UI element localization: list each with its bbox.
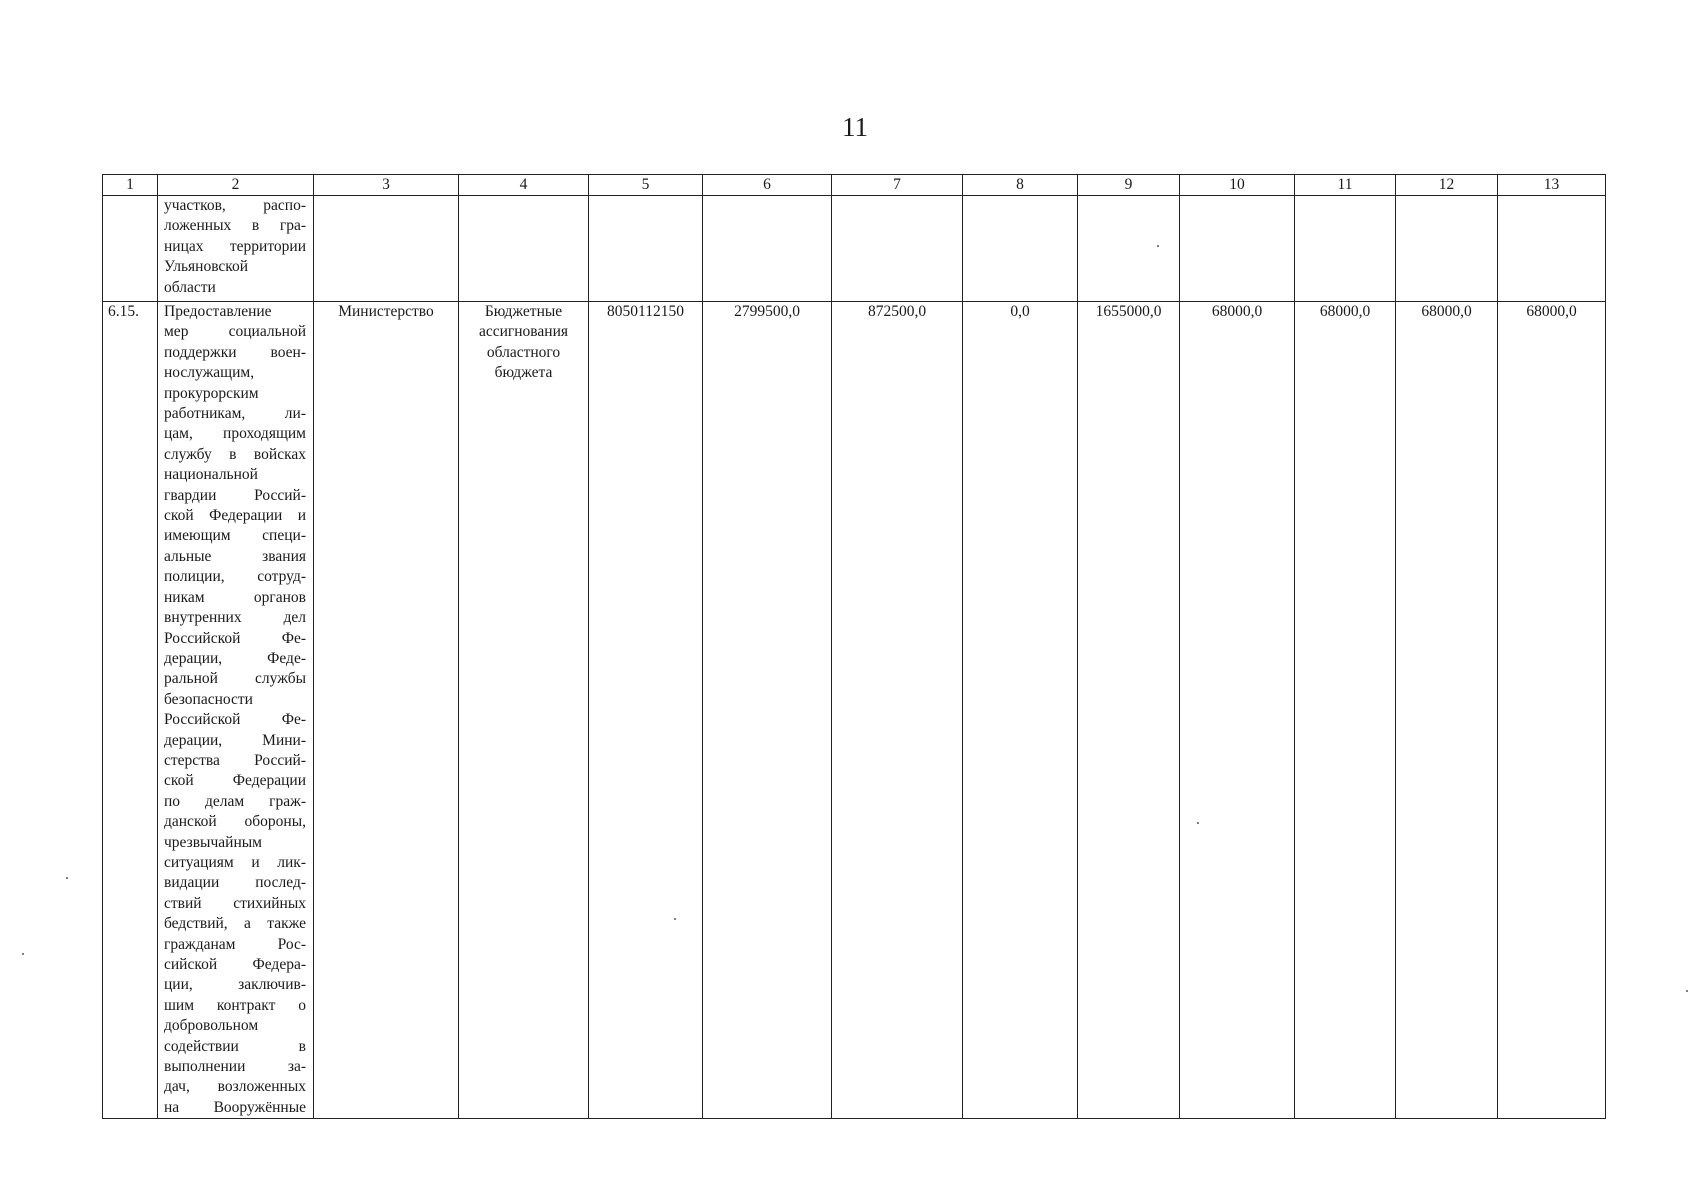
empty-cell — [703, 196, 832, 302]
name-line: прокурорским — [164, 384, 259, 402]
scan-speck — [1197, 822, 1199, 824]
name-line: добровольном — [164, 1017, 259, 1035]
empty-cell — [314, 196, 459, 302]
name-line: ской Федерации и — [164, 507, 306, 525]
name-line: на Вооружённые — [164, 1098, 306, 1116]
empty-cell — [832, 196, 963, 302]
empty-cell — [1295, 196, 1396, 302]
scan-speck — [1157, 245, 1159, 247]
funding-source-cell — [459, 302, 589, 1119]
scan-speck — [674, 918, 676, 920]
continued-name-cell — [158, 196, 314, 302]
amount-cell-col11: 68000,0 — [1295, 302, 1396, 1119]
column-header: 9 — [1078, 175, 1180, 196]
name-line: бедствий, а также — [164, 915, 306, 933]
column-header: 7 — [832, 175, 963, 196]
name-line: ницах территории — [164, 237, 306, 255]
name-line: ской Федерации — [164, 772, 306, 790]
name-line: Предоставление — [164, 303, 272, 320]
table-row — [103, 302, 1606, 1119]
name-line: поддержки воен- — [164, 343, 306, 361]
name-line: работникам, ли- — [164, 405, 306, 423]
name-line: гвардии Россий- — [164, 486, 306, 504]
column-number-row — [103, 175, 1606, 196]
name-line: полиции, сотруд- — [164, 568, 306, 586]
name-line: имеющим специ- — [164, 527, 306, 545]
amount-cell-col13: 68000,0 — [1498, 302, 1606, 1119]
empty-cell — [1180, 196, 1295, 302]
name-line: Ульяновской — [164, 258, 249, 276]
name-line: национальной — [164, 466, 258, 484]
name-line: ральной службы — [164, 670, 306, 688]
scan-speck — [22, 953, 24, 955]
name-line: содействии в — [164, 1037, 306, 1055]
name-line: видации послед- — [164, 874, 306, 892]
name-line: ции, заключив- — [164, 976, 306, 994]
funding-source-line: бюджета — [494, 364, 553, 382]
empty-cell — [1078, 196, 1180, 302]
page-number: 11 — [842, 112, 868, 142]
funding-source-line: ассигнования — [478, 323, 569, 341]
name-line: дач, возложенных — [164, 1078, 306, 1096]
amount-cell-col8: 0,0 — [963, 302, 1078, 1119]
measure-name-cell — [158, 302, 314, 1119]
continuation-row — [103, 196, 1606, 302]
name-line: данской обороны, — [164, 813, 306, 831]
name-line: внутренних дел — [164, 609, 306, 627]
name-line: гражданам Рос- — [164, 935, 306, 953]
name-line: участков, распо- — [164, 197, 306, 214]
amount-cell-col6: 2799500,0 — [703, 302, 832, 1119]
column-header: 10 — [1180, 175, 1295, 196]
funding-source-line: Бюджетные — [484, 303, 563, 320]
column-header: 3 — [314, 175, 459, 196]
name-line: безопасности — [164, 690, 253, 708]
name-line: области — [164, 278, 216, 296]
empty-cell — [963, 196, 1078, 302]
name-line: сийской Федера- — [164, 956, 306, 973]
empty-cell — [589, 196, 703, 302]
column-header: 11 — [1295, 175, 1396, 196]
column-header: 2 — [158, 175, 314, 196]
name-line: цам, проходящим — [164, 425, 306, 443]
column-header: 6 — [703, 175, 832, 196]
name-line: по делам граж- — [164, 792, 306, 810]
name-line: никам органов — [164, 588, 306, 606]
name-line: ложенных в гра- — [164, 217, 306, 235]
name-line: стерства Россий- — [164, 751, 306, 769]
amount-cell-col9: 1655000,0 — [1078, 302, 1180, 1119]
empty-cell — [459, 196, 589, 302]
column-header: 4 — [459, 175, 589, 196]
name-line: чрезвычайным — [164, 833, 262, 851]
column-header: 12 — [1396, 175, 1498, 196]
name-line: альные звания — [164, 547, 306, 565]
scan-speck — [66, 877, 68, 879]
name-line: службу в войсках — [164, 445, 306, 463]
name-line: дерации, Мини- — [164, 731, 306, 749]
column-header: 5 — [589, 175, 703, 196]
empty-cell — [1396, 196, 1498, 302]
name-line: ситуациям и лик- — [164, 853, 306, 871]
amount-cell-col10: 68000,0 — [1180, 302, 1295, 1119]
amount-cell-col7: 872500,0 — [832, 302, 963, 1119]
executor-cell: Министерство — [314, 302, 459, 1119]
name-line: дерации, Феде- — [164, 649, 306, 667]
name-line: Российской Фе- — [164, 711, 306, 729]
name-line: нослужащим, — [164, 364, 255, 382]
budget-code-cell: 8050112150 — [589, 302, 703, 1119]
row-number-cell: 6.15. — [103, 302, 158, 1119]
empty-cell — [103, 196, 158, 302]
name-line: шим контракт о — [164, 996, 306, 1014]
name-line: Российской Фе- — [164, 629, 306, 647]
name-line: ствий стихийных — [164, 894, 306, 912]
name-line: выполнении за- — [164, 1058, 306, 1076]
scan-speck — [1686, 990, 1688, 992]
amount-cell-col12: 68000,0 — [1396, 302, 1498, 1119]
column-header: 13 — [1498, 175, 1606, 196]
budget-table — [102, 174, 1606, 1119]
funding-source-line: областного — [486, 343, 561, 361]
column-header: 8 — [963, 175, 1078, 196]
column-header: 1 — [103, 175, 158, 196]
name-line: мер социальной — [164, 323, 306, 341]
empty-cell — [1498, 196, 1606, 302]
